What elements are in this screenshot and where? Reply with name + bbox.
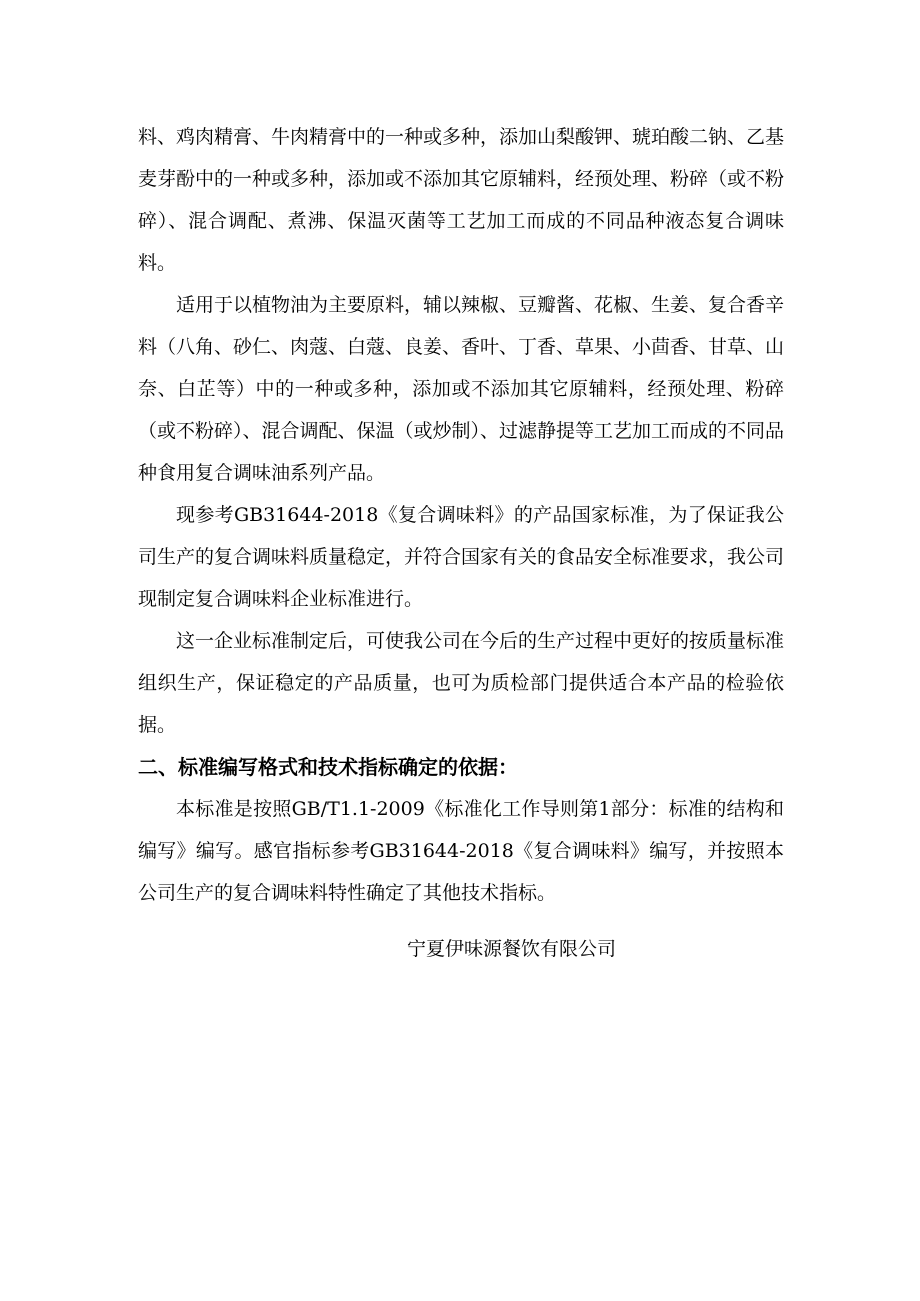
paragraph-liquid-seasoning: 料、鸡肉精膏、牛肉精膏中的一种或多种，添加山梨酸钾、琥珀酸二钠、乙基麦芽酚中的一种或多种，添加或不添加其它原辅料，经预处理、粉碎（或不粉碎）、混合调配、煮沸、保温灭菌等工艺加工而成的不同品种液态复合调味料。 xyxy=(138,126,785,274)
paragraph-standard-purpose: 这一企业标准制定后，可使我公司在今后的生产过程中更好的按质量标准组织生产，保证稳定的产品质量，也可为质检部门提供适合本产品的检验依据。 xyxy=(138,630,785,736)
section-heading: 二、标准编写格式和技术指标确定的依据： xyxy=(138,755,518,779)
paragraph-reference-standard: 现参考GB31644-2018《复合调味料》的产品国家标准，为了保证我公司生产的复合调味料质量稳定，并符合国家有关的食品安全标准要求，我公司现制定复合调味料企业标准进行。 xyxy=(138,504,785,610)
paragraph-seasoning-oil: 适用于以植物油为主要原料，辅以辣椒、豆瓣酱、花椒、生姜、复合香辛料（八角、砂仁、肉蔻、白蔻、良姜、香叶、丁香、草果、小茴香、甘草、山奈、白芷等）中的一种或多种，添加或不添加其它原辅料，经预处理、粉碎（或不粉碎）、混合调配、保温（或炒制）、过滤静提等工艺加工而成的不同品种食用复合调味油系列产品。 xyxy=(138,294,785,484)
paragraph-writing-basis: 本标准是按照GB/T1.1-2009《标准化工作导则第1部分：标准的结构和编写》编写。感官指标参考GB31644-2018《复合调味料》编写，并按照本公司生产的复合调味料特性确定了其他技术指标。 xyxy=(138,798,784,904)
company-signature: 宁夏伊味源餐饮有限公司 xyxy=(406,938,616,960)
document-body xyxy=(138,116,784,970)
